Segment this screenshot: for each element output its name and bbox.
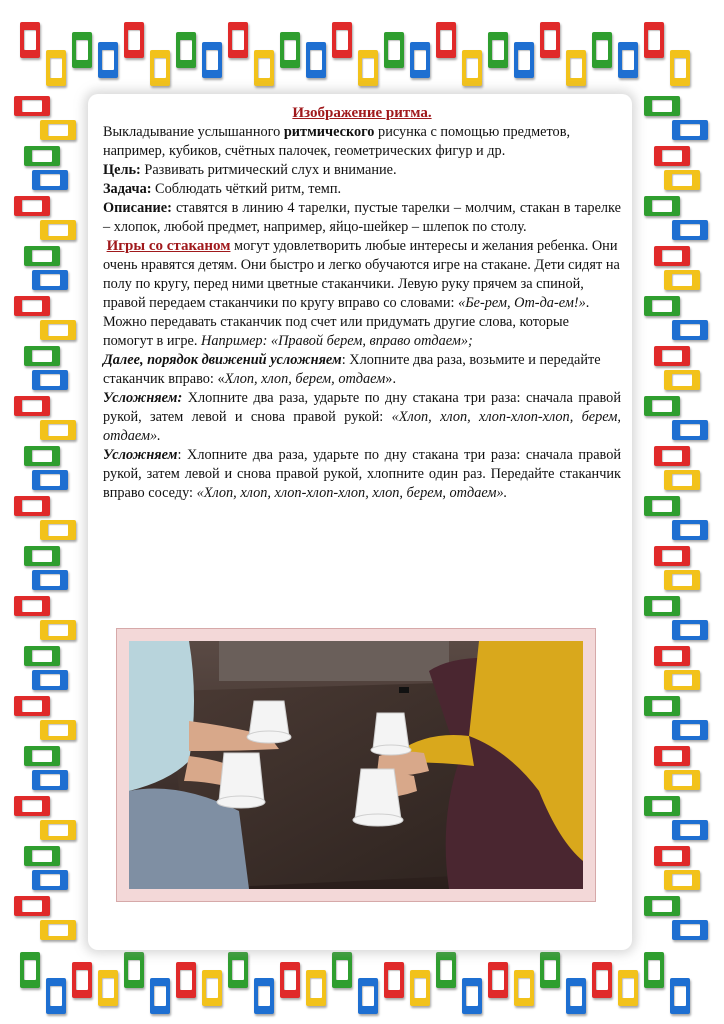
border-block	[514, 970, 534, 1006]
next-paragraph	[103, 351, 621, 389]
complicate2-paragraph	[103, 446, 621, 503]
border-block	[24, 446, 60, 466]
border-block	[664, 570, 700, 590]
border-block	[40, 120, 76, 140]
border-block	[32, 470, 68, 490]
border-block	[24, 546, 60, 566]
border-block	[462, 50, 482, 86]
border-block	[14, 296, 50, 316]
border-block	[672, 720, 708, 740]
intro-text-rest: рисунка с помощью предметов, например, кубиков, счётных палочек, геометрических фигур и др.	[103, 124, 571, 159]
border-block	[32, 670, 68, 690]
border-block	[306, 42, 326, 78]
border-block	[40, 220, 76, 240]
description-paragraph	[103, 199, 621, 237]
complicate1-label: Усложняем:	[103, 390, 183, 406]
border-block	[664, 770, 700, 790]
complicate2-label: Усложняем	[103, 447, 178, 463]
border-block	[592, 32, 612, 68]
border-block	[40, 920, 76, 940]
games-text-2: . Можно передавать стаканчик под счет или придумать другие слова, которые помогут в игре.	[103, 295, 590, 349]
games-text: могут удовлетворить любые интересы и желания ребенка. Они очень нравятся детям. Они быстро и легко обучаются игре на стакане. Дети сидят на полу по кругу, перед ними цветные стаканчики. Левую руку прячем за спиной, правой передаем стаканчики по кругу вправо со словами:	[103, 238, 620, 311]
description-text: ставятся в линию 4 тарелки, пустые тарелки – молчим, стакан в тарелке – хлопок, любой предмет, например, яйцо-шейкер – шлепок по столу.	[103, 200, 621, 235]
border-block	[176, 962, 196, 998]
border-block	[32, 370, 68, 390]
complicate2-quote: «Хлоп, хлоп, хлоп-хлоп-хлоп, хлоп, берем, отдаем».	[196, 485, 508, 501]
border-block	[20, 952, 40, 988]
intro-paragraph	[103, 123, 621, 161]
border-block	[644, 896, 680, 916]
border-block	[672, 520, 708, 540]
border-block	[654, 646, 690, 666]
complicate1-quote: «Хлоп, хлоп, хлоп-хлоп-хлоп, берем, отдаем».	[103, 409, 621, 444]
border-block	[436, 952, 456, 988]
border-block	[202, 970, 222, 1006]
games-paragraph	[103, 237, 621, 351]
border-block	[566, 978, 586, 1014]
border-block	[72, 32, 92, 68]
border-block	[644, 22, 664, 58]
border-block	[280, 32, 300, 68]
task-paragraph	[103, 180, 621, 199]
games-title: Игры со стаканом	[106, 238, 231, 254]
border-block	[124, 22, 144, 58]
border-block	[664, 170, 700, 190]
complicate1-text: Хлопните два раза, ударьте по дну стакана три раза: сначала правой рукой, затем левой и снова правой рукой:	[103, 390, 621, 425]
border-block	[540, 22, 560, 58]
title-line	[103, 104, 621, 123]
page-title: Изображение ритма.	[292, 105, 432, 121]
border-block	[14, 596, 50, 616]
border-block	[14, 496, 50, 516]
border-block	[72, 962, 92, 998]
border-block	[664, 870, 700, 890]
intro-text: Выкладывание услышанного	[103, 124, 284, 140]
next-label: Далее, порядок движений усложняем	[103, 352, 342, 368]
border-block	[644, 596, 680, 616]
border-block	[202, 42, 222, 78]
border-block	[254, 50, 274, 86]
border-block	[98, 970, 118, 1006]
border-block	[664, 470, 700, 490]
border-block	[46, 50, 66, 86]
border-block	[672, 420, 708, 440]
border-block	[14, 96, 50, 116]
border-block	[358, 978, 378, 1014]
border-block	[32, 870, 68, 890]
games-quote: «Бе-рем, От-да-ем!»	[458, 295, 586, 311]
games-example: Например: «Правой берем, вправо отдаем»;	[201, 333, 473, 349]
border-block	[644, 96, 680, 116]
border-block	[410, 42, 430, 78]
goal-text: Развивать ритмический слух и внимание.	[140, 162, 397, 178]
border-block	[644, 796, 680, 816]
border-block	[566, 50, 586, 86]
border-block	[24, 646, 60, 666]
border-block	[20, 22, 40, 58]
border-block	[150, 50, 170, 86]
border-block	[644, 496, 680, 516]
border-block	[672, 820, 708, 840]
border-block	[98, 42, 118, 78]
document-text	[103, 104, 621, 503]
border-block	[664, 670, 700, 690]
cup-stacking-photo	[129, 641, 583, 889]
border-block	[540, 952, 560, 988]
border-block	[24, 846, 60, 866]
border-block	[672, 120, 708, 140]
goal-paragraph	[103, 161, 621, 180]
task-label: Задача:	[103, 181, 152, 197]
complicate1-paragraph	[103, 389, 621, 446]
border-block	[124, 952, 144, 988]
border-block	[306, 970, 326, 1006]
border-block	[280, 962, 300, 998]
border-block	[332, 22, 352, 58]
border-block	[24, 346, 60, 366]
border-block	[654, 446, 690, 466]
border-block	[32, 170, 68, 190]
intro-bold: ритмического	[283, 124, 375, 140]
border-block	[24, 746, 60, 766]
border-block	[654, 746, 690, 766]
border-block	[32, 270, 68, 290]
border-block	[618, 970, 638, 1006]
description-label: Описание:	[103, 200, 172, 216]
border-block	[410, 970, 430, 1006]
border-block	[644, 296, 680, 316]
border-block	[358, 50, 378, 86]
border-block	[592, 962, 612, 998]
border-block	[488, 962, 508, 998]
border-block	[384, 962, 404, 998]
border-block	[40, 720, 76, 740]
border-block	[384, 32, 404, 68]
border-block	[46, 978, 66, 1014]
task-text: Соблюдать чёткий ритм, темп.	[151, 181, 342, 197]
border-block	[462, 978, 482, 1014]
border-block	[14, 896, 50, 916]
border-block	[672, 620, 708, 640]
border-block	[40, 420, 76, 440]
border-block	[654, 346, 690, 366]
border-block	[176, 32, 196, 68]
border-block	[514, 42, 534, 78]
border-block	[664, 370, 700, 390]
border-block	[654, 546, 690, 566]
next-end: ».	[385, 371, 397, 387]
border-block	[332, 952, 352, 988]
border-block	[40, 620, 76, 640]
border-block	[670, 978, 690, 1014]
border-block	[654, 246, 690, 266]
border-block	[40, 320, 76, 340]
border-block	[644, 952, 664, 988]
border-block	[150, 978, 170, 1014]
border-block	[32, 570, 68, 590]
border-block	[672, 220, 708, 240]
border-block	[14, 696, 50, 716]
border-block	[24, 146, 60, 166]
photo-frame	[116, 628, 596, 902]
border-block	[228, 952, 248, 988]
border-block	[672, 920, 708, 940]
border-block	[670, 50, 690, 86]
border-block	[644, 696, 680, 716]
border-block	[254, 978, 274, 1014]
border-block	[618, 42, 638, 78]
border-block	[14, 196, 50, 216]
photo-illustration	[129, 641, 583, 889]
next-text: : Хлопните два раза, возьмите и передайте стаканчик вправо: «	[103, 352, 601, 387]
border-block	[664, 270, 700, 290]
goal-label: Цель:	[103, 162, 141, 178]
border-block	[436, 22, 456, 58]
border-block	[40, 820, 76, 840]
border-block	[40, 520, 76, 540]
border-block	[14, 396, 50, 416]
next-quote: Хлоп, хлоп, берем, отдаем	[224, 371, 386, 387]
border-block	[488, 32, 508, 68]
border-block	[644, 196, 680, 216]
border-block	[672, 320, 708, 340]
border-block	[654, 146, 690, 166]
border-block	[644, 396, 680, 416]
border-block	[14, 796, 50, 816]
border-block	[32, 770, 68, 790]
border-block	[24, 246, 60, 266]
complicate2-text: : Хлопните два раза, ударьте по дну стакана три раза: сначала правой рукой, затем левой и снова правой рукой, хлопните один раз. Передайте стаканчик вправо соседу:	[103, 447, 621, 501]
border-block	[228, 22, 248, 58]
border-block	[654, 846, 690, 866]
